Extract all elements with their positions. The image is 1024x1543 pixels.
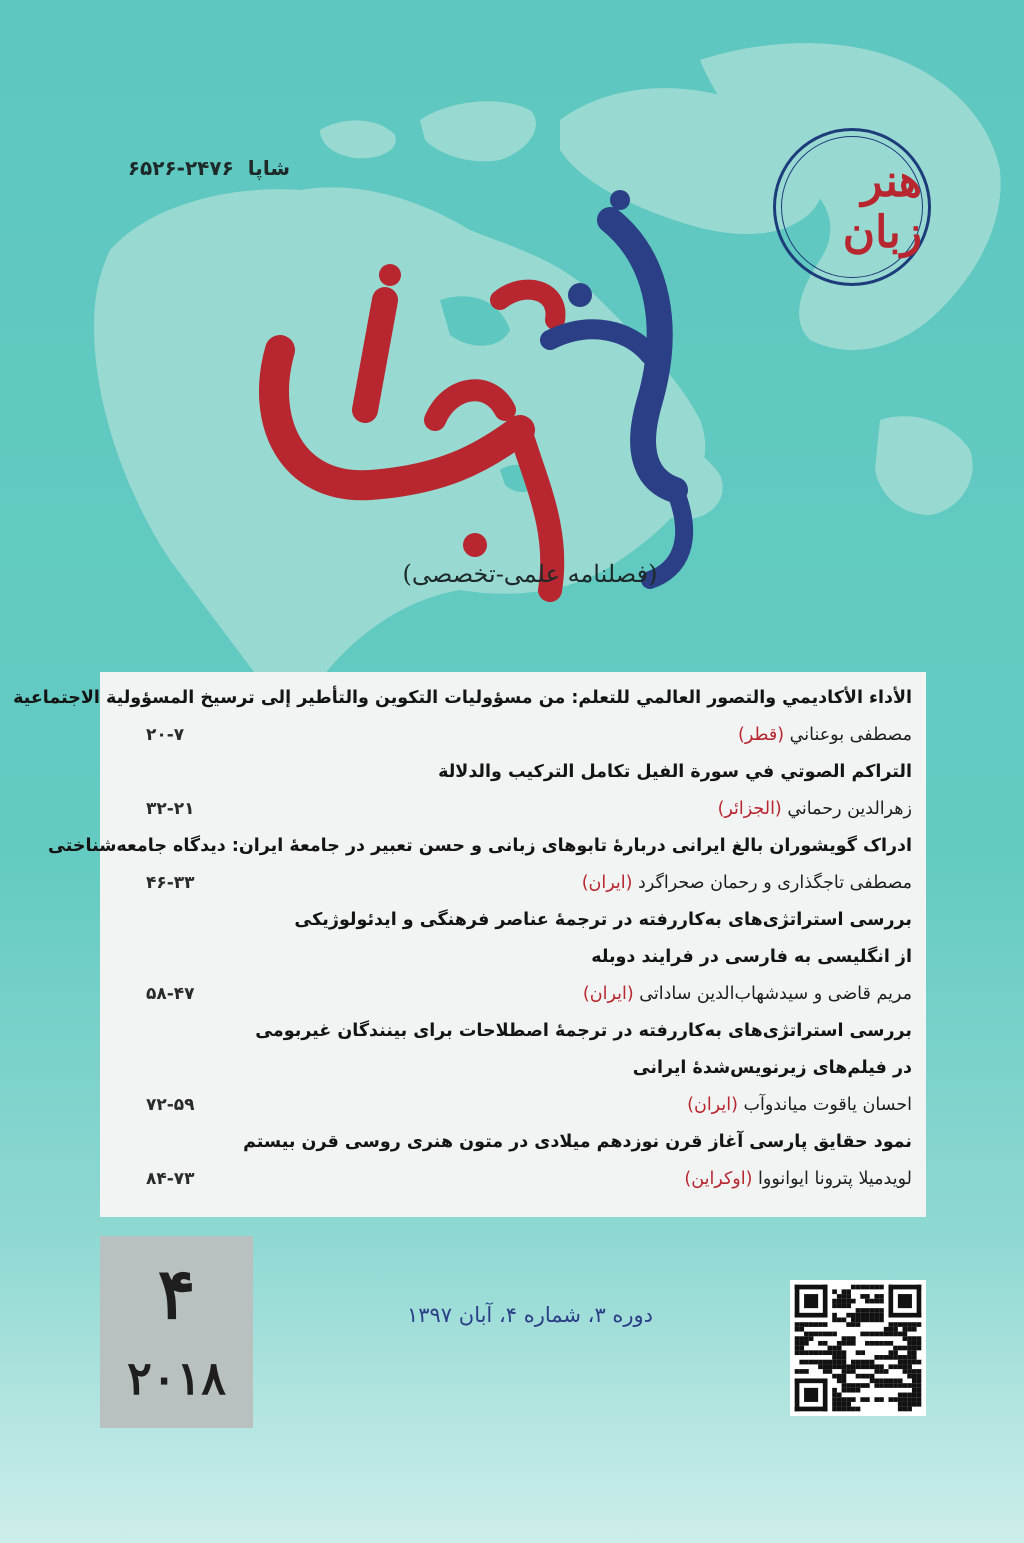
issn-label: شاپا [247,156,290,180]
toc-entry [140,1124,912,1198]
article-authors-line [718,791,912,828]
volume-issue-line: دوره ۳، شماره ۴، آبان ۱۳۹۷ [406,1303,654,1327]
article-meta [140,976,912,1013]
article-meta [140,791,912,828]
article-authors: مریم قاضی و سیدشهاب‌الدین ساداتی [639,984,912,1004]
article-title[interactable]: ادراک گویشوران بالغ ایرانی دربارهٔ تابوهای زبانی و حسن تعبیر در جامعهٔ ایران: دیدگاه جامعه‌شناختی [48,836,912,856]
article-meta [140,1087,912,1124]
seal-inner-ring [781,136,923,278]
issue-year: ۲۰۱۸ [127,1351,226,1405]
toc-entry [140,902,912,1013]
article-authors: زهرالدين رحماني [787,799,912,819]
article-pages: ۴۶-۳۳ [146,873,195,893]
author-country: (قطر) [738,725,785,745]
journal-subtitle: (فصلنامه علمی-تخصصی) [402,560,658,588]
article-pages: ۵۸-۴۷ [146,984,195,1004]
article-authors-line [684,1161,912,1198]
qr-code[interactable] [790,1280,926,1416]
article-pages: ۷۲-۵۹ [146,1095,195,1115]
issue-box [100,1236,253,1428]
author-country: (الجزائر) [717,799,782,819]
journal-seal-logo [773,128,931,286]
article-authors-line [582,865,912,902]
article-meta [140,717,912,754]
article-title[interactable]: بررسی استراتژی‌های به‌کاررفته در ترجمهٔ عناصر فرهنگی و ایدئولوژیکی [294,910,912,930]
author-country: (ایران) [581,873,633,893]
article-pages: ۸۴-۷۳ [146,1169,195,1189]
article-authors-line [687,1087,912,1124]
article-title[interactable]: التراكم الصوتي في سورة الفيل تكامل التركيب والدلالة [438,762,912,782]
article-title[interactable]: از انگلیسی به فارسی در فرایند دوبله [591,947,912,967]
article-meta [140,1161,912,1198]
article-authors: مصطفى بوعناني [789,725,912,745]
article-title[interactable]: نمود حقایق پارسی آغاز قرن نوزدهم میلادی در متون هنری روسی قرن بیستم [243,1132,912,1152]
issn-line [100,156,290,180]
article-authors: لویدمیلا پترونا ایوانووا [758,1169,912,1189]
issue-number: ۴ [157,1252,196,1335]
author-country: (ایران) [687,1095,738,1115]
toc-entry [140,754,912,828]
article-authors-line [583,976,912,1013]
seal-logo-text: هنر زبان [842,156,922,258]
article-title[interactable]: در فیلم‌های زیرنویس‌شدهٔ ایرانی [632,1058,912,1078]
article-authors-line [738,717,912,754]
table-of-contents [13,672,926,1217]
author-country: (اوکراین) [684,1169,753,1189]
author-country: (ایران) [582,984,634,1004]
article-title[interactable]: الأداء الأكاديمي والتصور العالمي للتعلم: من مسؤوليات التكوين والتأطير إلى ترسيخ المسؤولية الاجتماعية [13,688,912,708]
article-pages: ۲۰-۷ [146,725,185,745]
journal-title-calligraphy [250,180,700,620]
article-title[interactable]: بررسی استراتژی‌های به‌کاررفته در ترجمهٔ اصطلاحات برای بینندگان غیربومی [255,1021,912,1041]
toc-entry [140,1013,912,1124]
toc-entry [13,680,912,754]
article-authors: احسان یاقوت میاندوآب [743,1095,912,1115]
article-authors: مصطفی تاجگذاری و رحمان صحراگرد [638,873,912,893]
article-meta [140,865,912,902]
issn-number: ۲۴۷۶-۶۵۲۶ [127,156,234,180]
article-pages: ۳۲-۲۱ [146,799,195,819]
toc-entry [48,828,912,902]
